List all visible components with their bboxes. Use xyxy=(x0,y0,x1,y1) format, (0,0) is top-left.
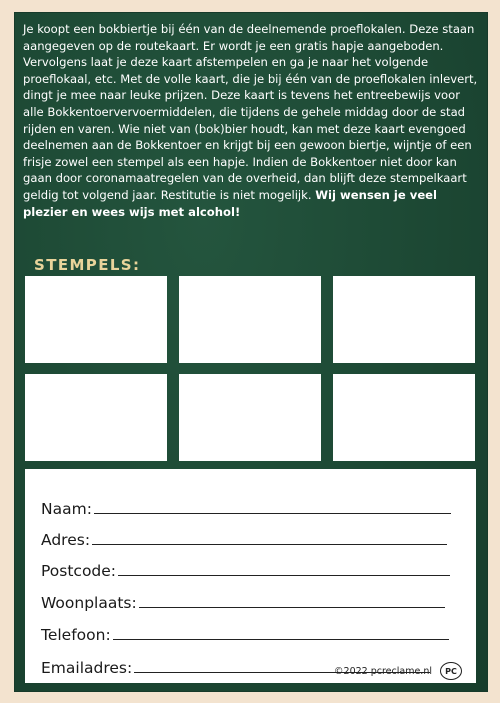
intro-bold-closing: Wij wensen je veel plezier en wees wijs met alcohol! xyxy=(23,187,438,219)
adres-field[interactable] xyxy=(41,527,447,549)
intro-body: Je koopt een bokbiertje bij één van de deelnemende proeflokalen. Deze staan aangegeven op de routekaart. Er wordt je een gratis hapje aangeboden. Vervolgens laat je deze kaart afstempelen en ga je naar het volgende proeflokaal, etc. Met de volle kaart, die je bij één van de proeflokalen inlevert, dingt je mee naar leuke prijzen. Deze kaart is tevens het entreebewijs voor alle Bokkentoervervoermiddelen, die tijdens de gehele middag door de stad rijden en varen. Wie niet van (bok)bier houdt, kan met deze kaart evengoed deelnemen aan de Bokkentoer en krijgt bij een gewoon biertje, wijntje of een frisje zowel een stempel als een hapje. Indien de Bokkentoer niet door kan gaan door coronamaatregelen van de overheid, dan blijft deze stempelkaart geldig tot volgend jaar. Restitutie is niet mogelijk. xyxy=(23,22,478,202)
emailadres-label: Emailadres: xyxy=(41,659,133,677)
copyright-text: ©2022 pcreclame.nl xyxy=(334,666,432,677)
telefoon-field[interactable] xyxy=(41,622,449,644)
postcode-line xyxy=(118,574,450,576)
adres-label: Adres: xyxy=(41,531,91,549)
stempels-heading: STEMPELS: xyxy=(34,256,141,274)
woonplaats-field[interactable] xyxy=(41,590,445,612)
postcode-label: Postcode: xyxy=(41,562,117,580)
woonplaats-line xyxy=(139,606,445,608)
stamp-box-3 xyxy=(333,276,475,363)
intro-text xyxy=(23,21,479,220)
personal-details-form xyxy=(25,469,476,683)
stamp-box-1 xyxy=(25,276,167,363)
pc-logo-icon: PC xyxy=(440,662,462,680)
telefoon-label: Telefoon: xyxy=(41,626,111,644)
naam-line xyxy=(94,512,451,514)
stamp-box-4 xyxy=(25,374,167,461)
naam-label: Naam: xyxy=(41,500,92,518)
adres-line xyxy=(92,543,447,545)
postcode-field[interactable] xyxy=(41,558,450,580)
woonplaats-label: Woonplaats: xyxy=(41,594,137,612)
stamp-box-6 xyxy=(333,374,475,461)
naam-field[interactable] xyxy=(41,496,451,518)
stamp-box-5 xyxy=(179,374,321,461)
stamp-box-2 xyxy=(179,276,321,363)
telefoon-line xyxy=(113,638,449,640)
stamp-card xyxy=(14,12,488,692)
